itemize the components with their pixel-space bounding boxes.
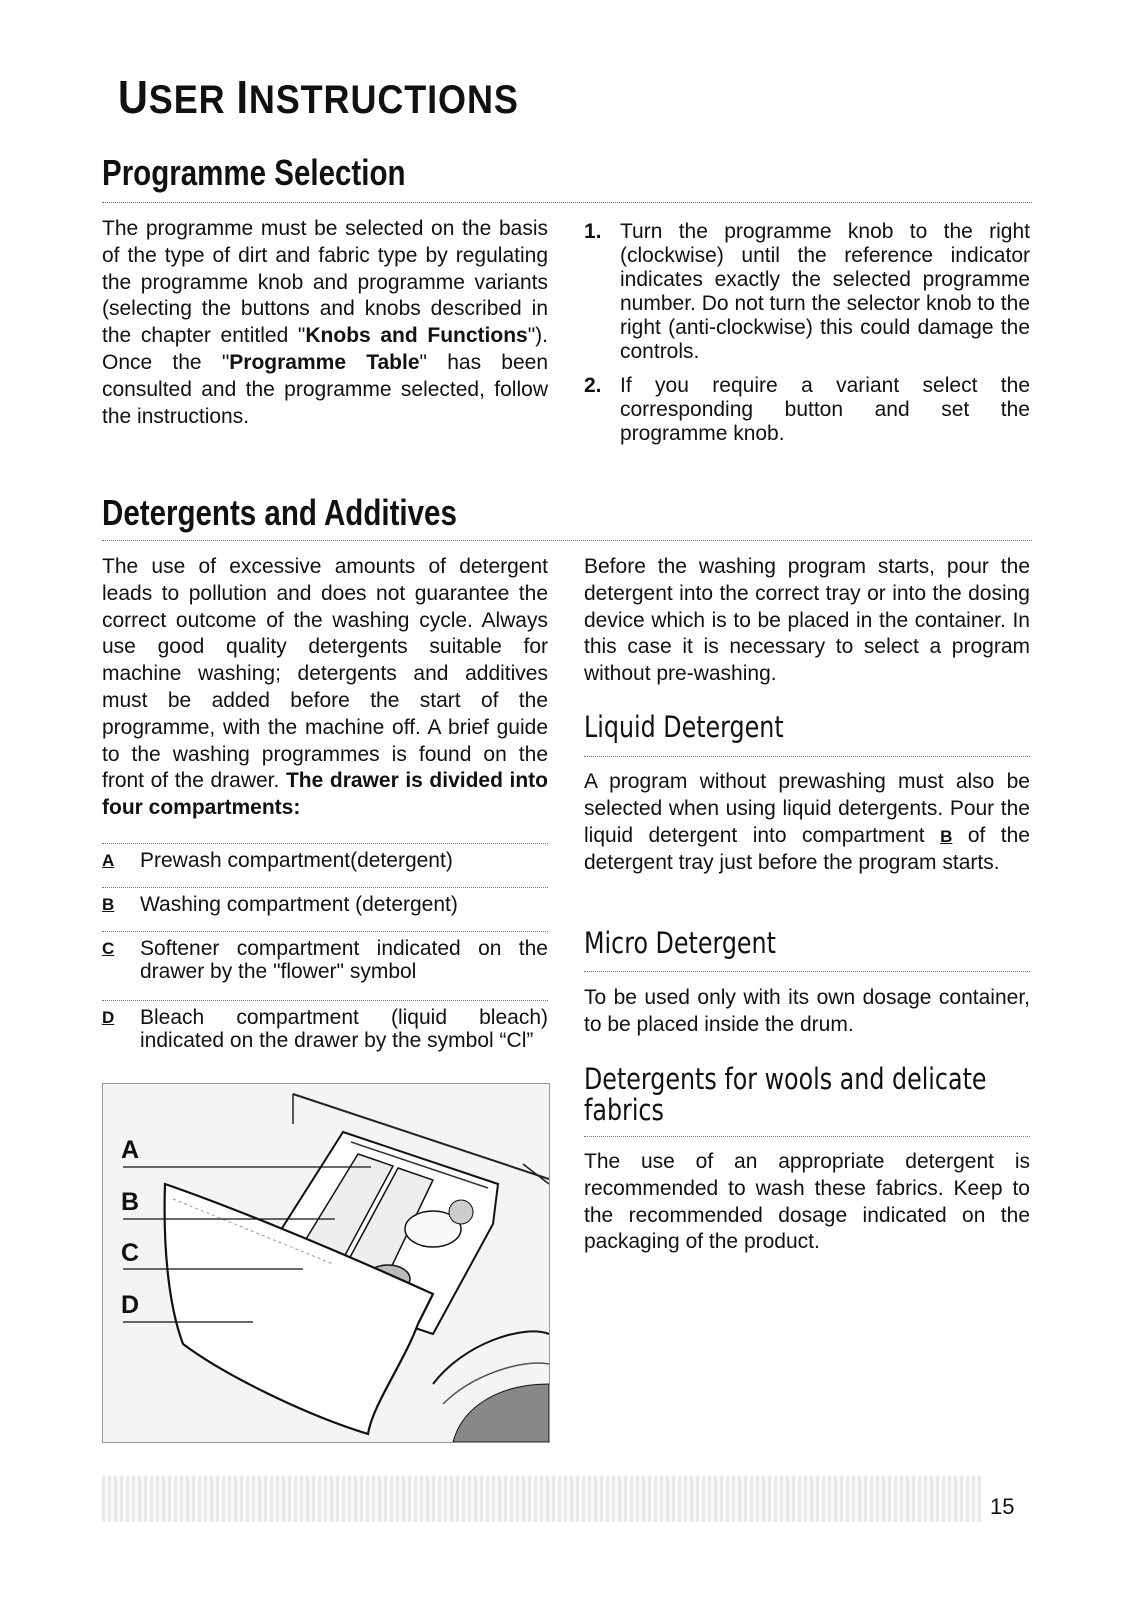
divider xyxy=(102,202,1032,203)
compartment-letter: B xyxy=(940,826,953,846)
step-number: 2. xyxy=(584,374,602,397)
step-number: 1. xyxy=(584,220,602,243)
divider xyxy=(102,540,1032,541)
section-title-programme-selection: Programme Selection xyxy=(102,152,406,193)
step-item xyxy=(584,220,1030,364)
bold-text: Programme Table xyxy=(229,350,420,374)
compartment-letter: A xyxy=(102,851,115,870)
micro-detergent-paragraph: To be used only with its own dosage container, to be placed inside the drum. xyxy=(584,986,1030,1036)
text-span: " has been consulted and the programme selected, follow the instructions. xyxy=(102,350,549,428)
divider xyxy=(102,843,548,844)
divider xyxy=(584,971,1030,972)
programme-steps-list xyxy=(584,220,1030,456)
figure-label-b: B xyxy=(121,1188,140,1216)
subsection-title-liquid-detergent: Liquid Detergent xyxy=(584,710,784,744)
header-cap-i: I xyxy=(236,71,249,123)
divider xyxy=(102,1000,548,1001)
compartment-letter: B xyxy=(102,895,115,914)
figure-label-d: D xyxy=(121,1291,140,1319)
text-span: A program without prewashing must also be selected when using liquid detergents. Pour the liquid detergent into compartment xyxy=(584,770,1030,847)
header-rest-ser: SER xyxy=(148,78,226,122)
footer-band xyxy=(102,1476,982,1522)
bold-text: The drawer is divided into four compartments: xyxy=(102,769,549,820)
detergents-paragraph xyxy=(102,554,548,822)
page-number: 15 xyxy=(990,1494,1015,1519)
step-text: If you require a variant select the corresponding button and set the programme knob. xyxy=(620,374,1030,445)
divider xyxy=(584,756,1030,757)
compartment-text: Washing compartment (detergent) xyxy=(140,893,458,916)
figure-label-c: C xyxy=(121,1239,140,1267)
subsection-title-micro-detergent: Micro Detergent xyxy=(584,926,776,960)
before-washing-paragraph: Before the washing program starts, pour the detergent into the correct tray or into the dosing device which is to be placed in the container. In this case it is necessary to select a program without pre-washing. xyxy=(584,555,1030,686)
divider xyxy=(102,931,548,932)
text-span: "). Once the " xyxy=(102,324,548,374)
liquid-detergent-paragraph xyxy=(584,769,1030,877)
subsection-title-wools: Detergents for wools and delicate fabrics xyxy=(584,1062,987,1128)
figure-label-a: A xyxy=(121,1136,140,1164)
compartment-item-a xyxy=(102,849,548,872)
detergent-drawer-illustration xyxy=(102,1083,550,1443)
compartment-text: Prewash compartment(detergent) xyxy=(140,849,453,872)
divider xyxy=(584,1136,1030,1137)
compartment-item-b xyxy=(102,893,548,916)
text-span: The use of excessive amounts of detergent leads to pollution and does not guarantee the correct outcome of the washing cycle. Always use good quality detergents suitable for machine washing; detergents and additives must be added before the start of the programme, with the machine off. A brief guide to the washing programmes is found on the front of the drawer. xyxy=(102,555,548,793)
section-title-detergents: Detergents and Additives xyxy=(102,492,457,533)
wools-paragraph: The use of an appropriate detergent is recommended to wash these fabrics. Keep to the recommended dosage indicated on the packaging of the product. xyxy=(584,1150,1030,1254)
page-header xyxy=(118,70,519,124)
step-item xyxy=(584,374,1030,446)
compartment-item-d xyxy=(102,1006,548,1052)
divider xyxy=(102,887,548,888)
programme-selection-paragraph xyxy=(102,216,548,430)
step-text: Turn the programme knob to the right (clockwise) until the reference indicator indicates exactly the selected programme number. Do not turn the selector knob to the right (anti-clockwise) this could damage the controls. xyxy=(620,220,1030,363)
compartment-item-c xyxy=(102,937,548,983)
compartment-text: Bleach compartment (liquid bleach) indicated on the drawer by the symbol “Cl” xyxy=(140,1006,548,1052)
header-rest-nstructions: NSTRUCTIONS xyxy=(248,78,519,122)
compartment-letter: D xyxy=(102,1008,115,1027)
drawer-drawing xyxy=(103,1084,549,1442)
header-cap-u: U xyxy=(118,71,149,123)
text-span: of the detergent tray just before the program starts. xyxy=(584,823,1030,875)
compartment-letter: C xyxy=(102,939,115,958)
text-span: The programme must be selected on the basis of the type of dirt and fabric type by regulating the programme knob and programme variants (selecting the buttons and knobs described in the chapter entitled " xyxy=(102,217,548,348)
compartment-text: Softener compartment indicated on the drawer by the "flower" symbol xyxy=(140,937,548,983)
bold-text: Knobs and Functions xyxy=(305,324,528,348)
